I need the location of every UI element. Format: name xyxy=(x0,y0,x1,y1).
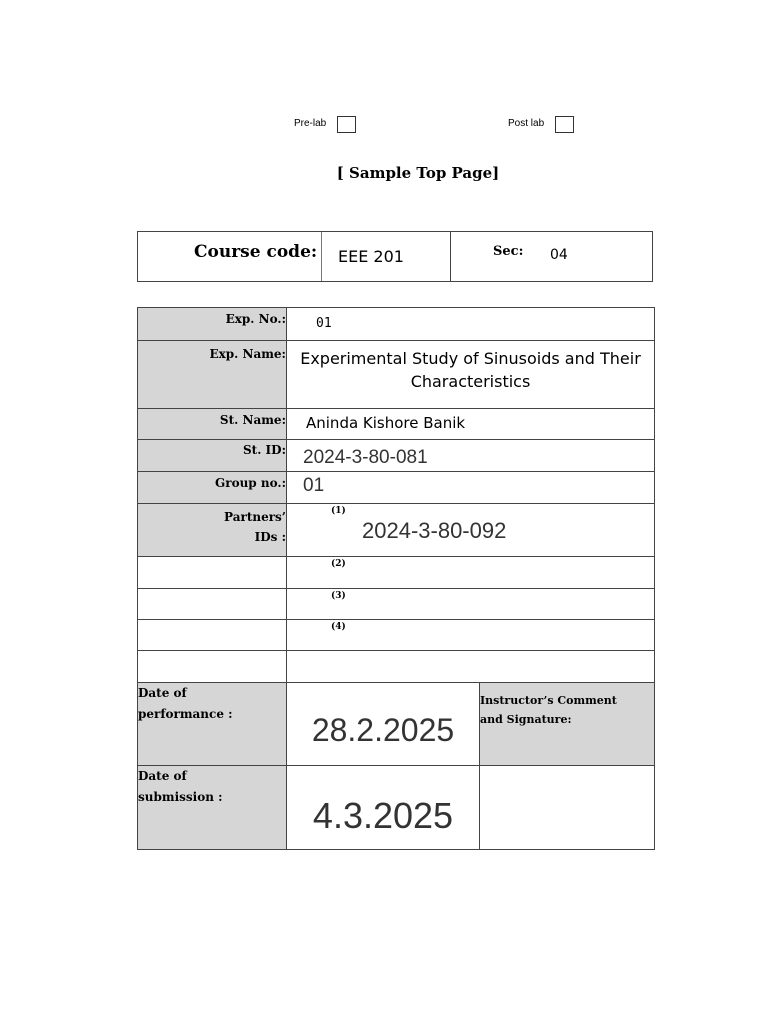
exp-no-label: Exp. No.: xyxy=(138,308,287,341)
table-row xyxy=(138,620,655,651)
blank-cell xyxy=(138,620,287,651)
exp-no-value: 01 xyxy=(287,308,655,341)
experiment-details-table xyxy=(137,307,655,850)
exp-name-label: Exp. Name: xyxy=(138,341,287,409)
section-value: 04 xyxy=(550,247,568,263)
table-row xyxy=(138,440,655,472)
blank-cell xyxy=(138,589,287,620)
partner-1-marker: (1) xyxy=(331,506,346,516)
page-title: [ Sample Top Page] xyxy=(336,164,500,182)
blank-cell xyxy=(287,651,655,683)
performance-date-value: 28.2.2025 xyxy=(287,683,480,766)
partner-4-cell xyxy=(287,620,655,651)
postlab-label: Post lab xyxy=(508,118,545,129)
partner-4-marker: (4) xyxy=(331,622,346,632)
table-row xyxy=(138,341,655,409)
group-value: 01 xyxy=(287,472,655,504)
partners-label: Partners’ IDs : xyxy=(138,504,287,557)
section-label: Sec: xyxy=(493,244,524,259)
prelab-label: Pre-lab xyxy=(294,118,327,129)
table-row xyxy=(138,504,655,557)
blank-cell xyxy=(138,651,287,683)
course-code-box xyxy=(137,231,653,282)
partner-3-marker: (3) xyxy=(331,591,346,601)
st-name-value: Aninda Kishore Banik xyxy=(287,409,655,440)
table-row xyxy=(138,557,655,589)
submission-date-label: Date of submission : xyxy=(138,766,287,850)
st-id-label: St. ID: xyxy=(138,440,287,472)
table-row xyxy=(138,683,655,766)
submission-date-value: 4.3.2025 xyxy=(287,766,480,850)
blank-cell xyxy=(138,557,287,589)
partner-2-cell xyxy=(287,557,655,589)
postlab-checkbox[interactable] xyxy=(555,116,574,133)
table-row xyxy=(138,651,655,683)
course-code-value: EEE 201 xyxy=(338,247,404,266)
prelab-checkbox[interactable] xyxy=(337,116,356,133)
partner-1-cell xyxy=(287,504,655,557)
group-label: Group no.: xyxy=(138,472,287,504)
table-row xyxy=(138,409,655,440)
table-row xyxy=(138,766,655,850)
partner-2-marker: (2) xyxy=(331,559,346,569)
course-code-label: Course code: xyxy=(194,242,318,262)
instructor-comment-label: Instructor’s Comment and Signature: xyxy=(480,683,655,766)
table-row xyxy=(138,589,655,620)
table-row xyxy=(138,472,655,504)
exp-name-value: Experimental Study of Sinusoids and Their Characteristics xyxy=(287,341,655,409)
instructor-signature-cell xyxy=(480,766,655,850)
st-id-value: 2024-3-80-081 xyxy=(287,440,655,472)
partner-3-cell xyxy=(287,589,655,620)
performance-date-label: Date of performance : xyxy=(138,683,287,766)
partner-1-id: 2024-3-80-092 xyxy=(362,518,507,543)
st-name-label: St. Name: xyxy=(138,409,287,440)
table-row xyxy=(138,308,655,341)
